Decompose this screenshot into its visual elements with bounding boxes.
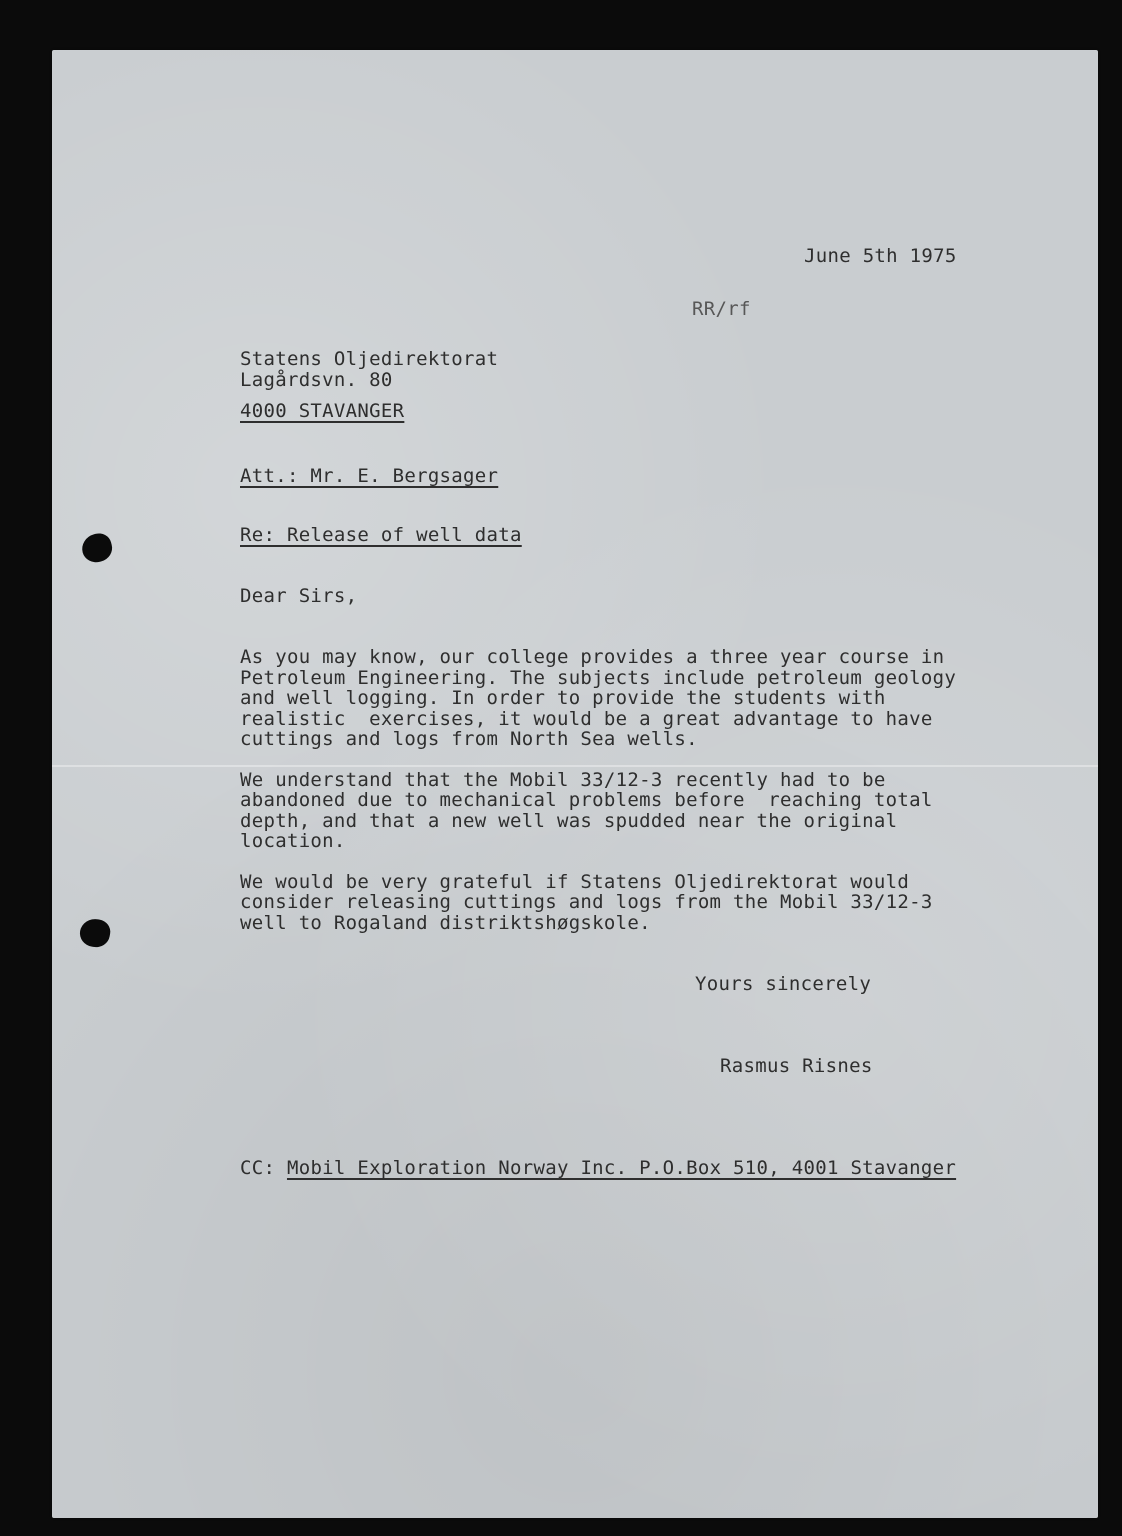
paragraph-line: depth, and that a new well was spudded near the original	[240, 810, 898, 832]
paragraph-line: and well logging. In order to provide the students with	[240, 687, 886, 709]
paragraph-line: We would be very grateful if Statens Oljedirektorat would	[240, 871, 910, 893]
closing: Yours sincerely	[695, 973, 872, 995]
paragraph-line: abandoned due to mechanical problems before reaching total	[240, 789, 933, 811]
attention-line: Att.: Mr. E. Bergsager	[240, 465, 499, 487]
letter-paper	[52, 50, 1098, 1518]
reference-initials: RR/rf	[692, 298, 751, 320]
recipient-name: Statens Oljedirektorat	[240, 348, 499, 370]
recipient-street: Lagårdsvn. 80	[240, 369, 393, 391]
paragraph-line: well to Rogaland distriktshøgskole.	[240, 912, 651, 934]
letter-date: June 5th 1975	[804, 245, 957, 267]
paragraph-line: As you may know, our college provides a three year course in	[240, 646, 945, 668]
cc-line	[240, 1158, 956, 1179]
subject-line: Re: Release of well data	[240, 524, 522, 546]
punch-hole-bottom	[78, 917, 112, 950]
paper-fold-line	[52, 765, 1098, 767]
cc-label: CC:	[240, 1157, 276, 1179]
paragraph-line: cuttings and logs from North Sea wells.	[240, 728, 698, 750]
paragraph-line: realistic exercises, it would be a great advantage to have	[240, 708, 933, 730]
paragraph-line: location.	[240, 830, 346, 852]
paragraph-line: consider releasing cuttings and logs from the Mobil 33/12-3	[240, 891, 933, 913]
paragraph-line: We understand that the Mobil 33/12-3 recently had to be	[240, 769, 886, 791]
cc-recipient: Mobil Exploration Norway Inc. P.O.Box 510, 4001 Stavanger	[286, 1157, 957, 1179]
recipient-city: 4000 STAVANGER	[240, 400, 405, 422]
paragraph-line: Petroleum Engineering. The subjects include petroleum geology	[240, 667, 957, 689]
punch-hole-top	[79, 531, 115, 566]
signatory-name: Rasmus Risnes	[720, 1055, 873, 1077]
salutation: Dear Sirs,	[240, 585, 358, 607]
